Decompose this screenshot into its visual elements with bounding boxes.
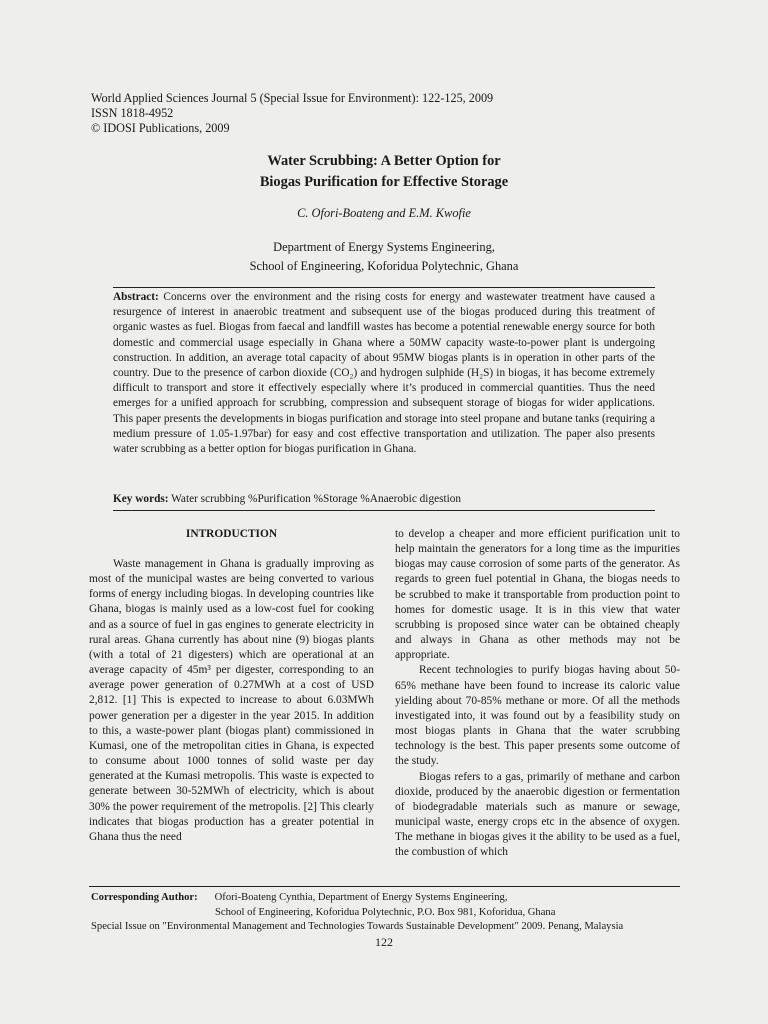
right-paragraph-1: to develop a cheaper and more efficient purification unit to help maintain the generators for a long time as the impurities biogas may cause corrosion of some parts of the generator. As regards to green fuel potential in Ghana, the biogas needs to be scrubbed to make it transportable from production point to homes for domestic usage. It is in this view that water scrubbing is proposed since water can be obtained cheaply and always in Ghana as other methods may not be appropriate.: [395, 528, 680, 662]
keywords: [113, 493, 655, 505]
left-column: [89, 527, 374, 845]
corresponding-author-address: School of Engineering, Koforidua Polytechnic, P.O. Box 981, Koforidua, Ghana: [215, 906, 556, 918]
title-line-2: Biogas Purification for Effective Storage: [259, 174, 509, 190]
page-number: 122: [375, 935, 393, 949]
intro-paragraph-1: Waste management in Ghana is gradually improving as most of the municipal wastes are being converted to various forms of energy including biogas. In developing countries like Ghana, biogas is mainly used as a low-cost fuel for cooking and as a source of fuel in gas engines to generate electricity in rural areas. Ghana currently has about nine (9) biogas plants (with a total of 21 digesters) which are operational at an average capacity of 45m³ per digester, corresponding to an average power generation of 0.27MWh at a cost of USD 2,812. [1] This is expected to increase to about 6.03MWh power generation per a digester in the year 2015. In addition to this, a waste-power plant (biogas plant) commissioned in Kumasi, one of the metropolitan cities in Ghana, is expected to consume about 1000 tonnes of solid waste per day generated at the Kumasi metropolis. This waste is expected to generate between 30-52MWh of electricity, which is about 30% the power requirement of the metropolis. [2] This clearly indicates that biogas production has a greater potential in Ghana thus the need: [89, 558, 374, 843]
introduction-heading: INTRODUCTION: [185, 528, 278, 540]
affiliation-line-1: Department of Energy Systems Engineering,: [273, 240, 495, 254]
footer-rule: [89, 886, 680, 887]
affiliation: [0, 238, 768, 276]
corresponding-author-label: Corresponding Author:: [91, 892, 198, 903]
paper-title: [0, 151, 768, 193]
issn: ISSN 1818-4952: [91, 106, 174, 120]
abstract: [113, 290, 655, 457]
abstract-label: Abstract:: [113, 291, 159, 303]
copyright: © IDOSI Publications, 2009: [91, 121, 230, 135]
keywords-bottom-rule: [113, 510, 655, 511]
title-line-1: Water Scrubbing: A Better Option for: [267, 153, 501, 169]
affiliation-line-2: School of Engineering, Koforidua Polytechnic, Ghana: [249, 259, 519, 273]
right-column: [395, 527, 680, 860]
authors: C. Ofori-Boateng and E.M. Kwofie: [297, 206, 471, 220]
corresponding-author-line: [91, 891, 623, 906]
corresponding-author-name: Ofori-Boateng Cynthia, Department of Energy Systems Engineering,: [214, 892, 508, 903]
keywords-text: Water scrubbing %Purification %Storage %Anaerobic digestion: [171, 493, 462, 505]
right-paragraph-2: Recent technologies to purify biogas having about 50-65% methane have been found to increase its caloric value yielding about 70-85% methane or more. Of all the methods investigated into, it was found out by a feasibility study on most biogas plants in Ghana that the water scrubbing technology is the best. This paper presents some outcome of the study.: [395, 664, 680, 768]
right-paragraph-3: Biogas refers to a gas, primarily of methane and carbon dioxide, produced by the anaerobic digestion or fermentation of biodegradable materials such as manure or sewage, municipal waste, energy crops etc in the absence of oxygen. The methane in biogas gives it the ability to be used as a fuel, the combustion of which: [395, 770, 680, 859]
journal-citation: World Applied Sciences Journal 5 (Special Issue for Environment): 122-125, 2009: [91, 91, 494, 105]
abstract-top-rule: [113, 287, 655, 288]
footer: [91, 891, 623, 935]
abstract-text: Concerns over the environment and the rising costs for energy and wastewater treatment have caused a resurgence of interest in anaerobic treatment and subsequent use of the biogas produced during this treatment of organic wastes as fuel. Biogas from faecal and landfill wastes has become a potential renewable energy source for both domestic and commercial usage especially in Ghana where a 50MW capacity waste-to-power plant is undergoing construction. In addition, an average total capacity of about 95MW biogas plants is in operation in other parts of the country. Due to the presence of carbon dioxide (CO₂) and hydrogen sulphide (H₂S) in biogas, it has become extremely difficult to transport and store it effectively especially where it’s produced in commercial quantities. Thus the need emerges for a unified approach for scrubbing, compression and subsequent storage of biogas for wider applications. This paper presents the developments in biogas purification and storage into steel propane and butane tanks (requiring a medium pressure of 1.05-1.97bar) for easy and cost effective transportation and utilization. The paper also presents water scrubbing as a better option for biogas purification in Ghana.: [113, 291, 656, 456]
keywords-label: Key words:: [113, 493, 169, 505]
special-issue-note: Special Issue on "Environmental Management and Technologies Towards Sustainable Development" 2009. Penang, Malaysia: [91, 921, 624, 933]
journal-header: [91, 91, 493, 136]
